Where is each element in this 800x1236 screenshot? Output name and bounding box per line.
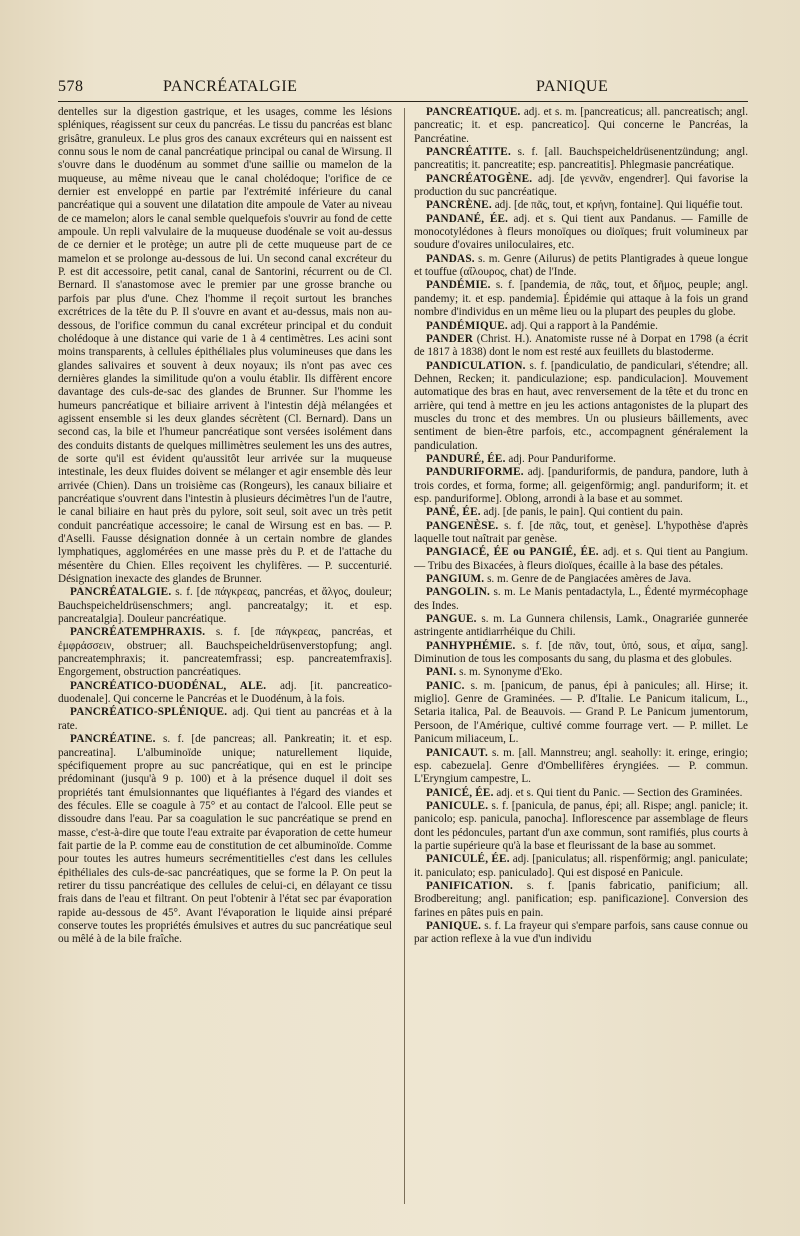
- left-running-title: PANCRÉATALGIE: [163, 78, 298, 95]
- entry-text: s. f. [all. Bauchspeicheldrüsenentzündung; angl. pancreatitis; it. pancreatite; esp. pancreatitis]. Phlegmasie pancréatique.: [414, 146, 748, 172]
- entry-text: s. f. [panis fabricatio, panificium; all. Brodbereitung; angl. panification; esp. panificazione]. Conversion des farines en pâtes puis en pain.: [414, 879, 748, 919]
- entry-text: s. f. [pandemia, de πᾶς, tout, et δῆμος, peuple; angl. pandemy; it. et esp. pandemia]. Épidémie qui attaque à la fois un grand nombre d'individus en un même lieu ou la plupart des peuples du globe.: [414, 279, 748, 319]
- running-header: [58, 78, 748, 100]
- header-rule: [58, 101, 748, 102]
- dictionary-entry: [414, 640, 748, 667]
- entry-headword: PANI.: [426, 666, 457, 679]
- entry-text: adj. et s. Qui tient du Panic. — Section des Graminées.: [496, 786, 743, 799]
- entry-headword: PANCRÉATICO-DUODÉNAL, ALE.: [70, 679, 267, 692]
- entry-text: s. f. [de πᾶς, tout, et genèse]. L'hypothèse d'après laquelle tout naîtrait par genèse.: [414, 519, 748, 545]
- entry-headword: PANCRÉATIQUE.: [426, 106, 521, 118]
- entry-headword: PANDAS.: [426, 252, 475, 265]
- entry-headword: PANCRÉATINE.: [70, 733, 156, 746]
- dictionary-entry: [58, 733, 392, 947]
- entry-headword: PANIC.: [426, 679, 465, 692]
- entry-text: adj. [panduriformis, de pandura, pandore, luth à trois cordes, et forma, forme; all. geigenförmig; angl. panduriform; it. et esp. panduriforme]. Oblong, arrondi à la base et au sommet.: [414, 466, 748, 505]
- entry-headword: PANHYPHÉMIE.: [426, 639, 516, 652]
- entry-text: s. m. [panicum, de panus, épi à panicules; all. Hirse; it. miglio]. Genre de Graminées. — P. d'Italie. Le Panicum italicum, L., Setaria italica, Pal. de Beauvois. — Grand P. Le Panicum jumentorum, Persoon, de l'Amérique, cultivé comme fourrage vert. — P. millet. Le Panicum miliaceum, L.: [414, 679, 748, 746]
- entry-headword: PANCRÈNE.: [426, 199, 492, 212]
- dictionary-entry: [414, 213, 748, 253]
- entry-headword: PANICÉ, ÉE.: [426, 786, 494, 799]
- dictionary-entry: [414, 546, 748, 573]
- dictionary-entry: [414, 853, 748, 880]
- entry-text: adj. [it. pancreatico-duodenale]. Qui concerne le Pancréas et le Duodénum, à la fois.: [58, 679, 392, 706]
- entry-headword: PANCRÉATOGÈNE.: [426, 172, 533, 185]
- entry-text: adj. [paniculatus; all. rispenförmig; angl. paniculate; it. paniculato; esp. paniculado]. Qui est disposé en Panicule.: [414, 853, 748, 879]
- entry-text: s. m. La Gunnera chilensis, Lamk., Onagrariée gunnerée astringente antidiarrhéique du Chili.: [414, 613, 748, 639]
- entry-headword: PANCRÉATITE.: [426, 146, 511, 159]
- dictionary-entry: [414, 106, 748, 146]
- entry-text: adj. Qui a rapport à la Pandémie.: [510, 319, 658, 332]
- column-divider: [404, 108, 405, 1204]
- entry-text: adj. [de πᾶς, tout, et κρήνη, fontaine]. Qui liquéfie tout.: [494, 199, 743, 212]
- dictionary-entry: [414, 666, 748, 679]
- dictionary-entry: [414, 253, 748, 280]
- dictionary-entry: [414, 920, 748, 947]
- entry-text: s. f. [pandiculatio, de pandiculari, s'étendre; all. Dehnen, Recken; it. pandiculazione; esp. pandiculacion]. Mouvement automatique des bras en haut, avec renversement de la tête et du tronc en arrière, qui tend à mettre en jeu les actions antagonistes de la plupart des muscles du tronc et des membres. Un ou plusieurs bâillements, avec sentiment de bien-être parfois, etc., accompagnent généralement la pandiculation.: [414, 359, 748, 452]
- dictionary-entry: [58, 586, 392, 626]
- right-running-title: PANIQUE: [536, 78, 609, 95]
- entry-headword: PANDURÉ, ÉE.: [426, 452, 506, 465]
- entry-headword: PANDÉMIQUE.: [426, 319, 508, 332]
- dictionary-entry: [414, 146, 748, 173]
- entry-headword: PANCRÉATEMPHRAXIS.: [70, 626, 206, 639]
- dictionary-entry: [414, 320, 748, 333]
- dictionary-entry: [58, 626, 392, 679]
- entry-text: adj. [de γεννᾶν, engendrer]. Qui favorise la production du suc pancréatique.: [414, 172, 748, 199]
- entry-headword: PANICAUT.: [426, 746, 488, 759]
- entry-continuation: [58, 106, 392, 586]
- entry-headword: PANGIACÉ, ÉE ou PANGIÉ, ÉE.: [426, 546, 599, 559]
- dictionary-entry: [414, 573, 748, 586]
- dictionary-entry: [58, 706, 392, 733]
- dictionary-entry: [414, 586, 748, 613]
- dictionary-entry: [414, 466, 748, 506]
- dictionary-entry: [414, 506, 748, 519]
- entry-text: s. f. [de πᾶν, tout, ὑπό, sous, et αἷμα, sang]. Diminution de tous les composants du sang, du plasma et des globules.: [414, 639, 748, 666]
- dictionary-entry: [414, 613, 748, 640]
- entry-text: s. f. [de πάγκρεας, pancréas, et ἄλγος, douleur; Bauchspeicheldrüsenschmers; angl. pancreatalgy; it. et esp. pancreatalgia]. Douleur pancréatique.: [58, 586, 392, 626]
- entry-headword: PANIFICATION.: [426, 879, 514, 892]
- entry-headword: PANICULÉ, ÉE.: [426, 853, 510, 866]
- entry-headword: PANGUE.: [426, 613, 477, 626]
- entry-text: adj. Qui tient au pancréas et à la rate.: [58, 706, 392, 732]
- page-number: 578: [58, 78, 84, 95]
- dictionary-entry: [414, 680, 748, 747]
- entry-headword: PANDANÉ, ÉE.: [426, 212, 509, 225]
- entry-headword: PANGIUM.: [426, 573, 485, 586]
- dictionary-entry: [414, 787, 748, 800]
- dictionary-entry: [414, 453, 748, 466]
- entry-text: s. m. Genre de de Pangiacées amères de Java.: [487, 573, 692, 586]
- dictionary-entry: [414, 360, 748, 453]
- entry-text: s. m. Synonyme d'Eko.: [459, 666, 563, 679]
- entry-headword: PANDÉMIE.: [426, 279, 491, 292]
- entry-text: s. m. Genre (Ailurus) de petits Plantigrades à queue longue et touffue (αἴλουρος, chat) de l'Inde.: [414, 252, 748, 279]
- entry-text: adj. [de panis, le pain]. Qui contient du pain.: [483, 506, 684, 519]
- entry-headword: PANCRÉATICO-SPLÉNIQUE.: [70, 706, 228, 719]
- entry-headword: PANCRÉATALGIE.: [70, 586, 172, 599]
- left-column: [58, 106, 392, 1206]
- dictionary-entry: [414, 279, 748, 319]
- entry-headword: PANIQUE.: [426, 919, 482, 932]
- entry-text: (Christ. H.). Anatomiste russe né à Dorpat en 1798 (a écrit de 1817 à 1838) dont le nom est resté aux feuillets du blastoderme.: [414, 332, 748, 359]
- dictionary-entry: [414, 800, 748, 853]
- entry-text: s. m. [all. Mannstreu; angl. seaholly: it. eringe, eringio; esp. cabezuela]. Genre d'Ombellifères éryngiées. — P. commun. L'Eryngium campestre, L.: [414, 746, 748, 786]
- dictionary-entry: [414, 520, 748, 547]
- entry-headword: PANDER: [426, 332, 473, 345]
- entry-headword: PANICULE.: [426, 799, 489, 812]
- entry-text: adj. et s. Qui tient au Pangium. — Tribu des Bixacées, à fleurs dioïques, écaille à la base des pétales.: [414, 546, 748, 572]
- entry-headword: PANÉ, ÉE.: [426, 506, 481, 519]
- dictionary-entry: [414, 880, 748, 920]
- entry-text: dentelles sur la digestion gastrique, et les usages, comme les lésions spléniques, réagissent sur ceux du pancréas. Le tissu du pancréas est blanc grisâtre, granuleux. Le plus gros des canaux excréteurs qui en naissent est connu sous le nom de canal pancréatique principal ou canal de Wirsung. Il s'ouvre dans le duodénum au sommet d'une saillie ou mamelon de la muqueuse, au même niveau que le canal cholédoque; l'orifice de ce dernier est enveloppé en partie par l'extrémité inférieure du canal pancréatique qui a souvent une dilatation dite ampoule de Vater au niveau de ce mamelon; alors le canal semble quelquefois s'ouvrir au fond de cette ampoule. Un repli valvulaire de la muqueuse duodénale se voit au-dessus de ce dernier et le protège; un autre pli de cette muqueuse part de ce mamelon et se prolonge au-dessous de lui. Un second canal excréteur du P. est dit accessoire, petit canal, canal de Santorini, récurrent ou de Cl. Bernard. Il s'anastomose avec le premier par une grosse branche ou parfois par plus d'une. Chez l'homme il reçoit surtout les branches excrétrices de la tête du P. Il s'ouvre en avant et au-dessus, mais non au-dessous, de l'orifice commun du canal excréteur principal et du conduit cholédoque à une distance qui varie de 1 à 4 centimètres. Les acini sont moins transparents, à cellules épithéliales plus volumineuses que dans les glandes salivaires et souvent à deux noyaux; ils n'ont pas avec ces dernières glandes la similitude qu'on a voulu établir. Ils diffèrent encore davantage des culs-de-sac des glandes de Brunner. Sur l'homme les humeurs pancréatique et biliaire arrivent à l'intestin déjà mélangées et agissent ensemble si les deux glandes sécrètent (Cl. Bernard). Dans un second cas, la bile et l'humeur pancréatique sont versées isolément dans des conduits distants de quelques millimètres seulement les uns des autres, de sorte qu'il est évident qu'aussitôt leur arrivée sur la muqueuse intestinale, les deux fluides doivent se mélanger et agir ensemble dès leur arrivée (Chien). Dans un troisième cas (Rongeurs), les canaux biliaire et pancréatique s'ouvrent dans l'intestin à plusieurs décimètres l'un de l'autre, le canal biliaire en haut près du pylore, soit seul, soit avec un très petit conduit pancréatique accessoire; le canal de Wirsung est en bas. — P. d'Aselli. Fausse désignation donnée à un certain nombre de glandes lymphatiques, agglomérées en une masse près du P. et de l'attache du mésentère du Chien. Elles reçoivent les chylifères. — P. succenturié. Désignation inexacte des glandes de Brunner.: [58, 106, 392, 586]
- entry-text: adj. et s. Qui tient aux Pandanus. — Famille de monocotylédones à fleurs monoïques ou dioïques; fruit volumineux par soudure d'ovaires uniloculaires, etc.: [414, 212, 748, 252]
- entry-text: s. f. [panicula, de panus, épi; all. Rispe; angl. panicle; it. panicolo; esp. panicula, panocha]. Inflorescence par assemblage de fleurs dont les pédoncules, partant d'un axe commun, sont ramifiés, plus courts à la partie supérieure qu'à la base et fleurissant de la base au sommet.: [414, 799, 748, 852]
- dictionary-entry: [58, 680, 392, 707]
- dictionary-entry: [414, 173, 748, 200]
- dictionary-entry: [414, 333, 748, 360]
- entry-text: s. f. [de pancreas; all. Pankreatin; it. et esp. pancreatina]. L'albuminoïde unique; naturellement liquide, spécifiquement propre au suc pancréatique, qui en est le principe prédominant (jusqu'à 9 p. 100) et à la présence duquel il doit ses propriétés tant émulsionnantes que liquéfiantes à l'égard des viandes et des fécules. Elle se coagule à 75° et au contact de l'alcool. Elle peut se dissoudre dans l'eau. Par sa coagulation le suc pancréatique se prend en masse, c'est-à-dire que toute l'eau extraite par évaporation de cette humeur fait partie de la P. comme eau de constitution de cet albuminoïde. Comme pour toutes les autres humeurs secrémentitielles c'est dans les cellules épithéliales des culs-de-sac pancréatiques, que se forme la P. On peut la retirer du tissu pancréatique des cellules de celui-ci, en délayant ce tissu frais dans de l'eau et filtrant. On peut l'obtenir à l'état sec par évaporation rapide au-dessous de 45°. Avant l'évaporation le liquide ainsi préparé conserve toutes les propriétés émulsives et autres du suc pancréatique seul ou mêlé à de la bile fraîche.: [58, 733, 392, 946]
- entry-headword: PANDICULATION.: [426, 359, 526, 372]
- right-column: [414, 106, 748, 1206]
- entry-text: s. f. La frayeur qui s'empare parfois, sans cause connue ou par action reflexe à la vue d'un individu: [414, 919, 748, 946]
- entry-text: s. f. [de πάγκρεας, pancréas, et ἐμφράσσειν, obstruer; all. Bauchspeicheldrüsenverstopfung; angl. pancreatemphraxis; it. pancreatemfrassi; esp. pancreatemfraxis]. Engorgement, obstruction pancréatiques.: [58, 626, 392, 679]
- entry-text: s. m. Le Manis pentadactyla, L., Édenté myrmécophage des Indes.: [414, 586, 748, 612]
- entry-headword: PANDURIFORME.: [426, 466, 524, 479]
- dictionary-entry: [414, 747, 748, 787]
- entry-headword: PANGENÈSE.: [426, 519, 499, 532]
- entry-headword: PANGOLIN.: [426, 586, 491, 599]
- entry-text: adj. Pour Panduriforme.: [508, 452, 616, 465]
- entry-text: adj. et s. m. [pancreaticus; all. pancreatisch; angl. pancreatic; it. et esp. pancreatico]. Qui concerne le Pancréas, la Pancréatine.: [414, 106, 748, 145]
- dictionary-entry: [414, 199, 748, 212]
